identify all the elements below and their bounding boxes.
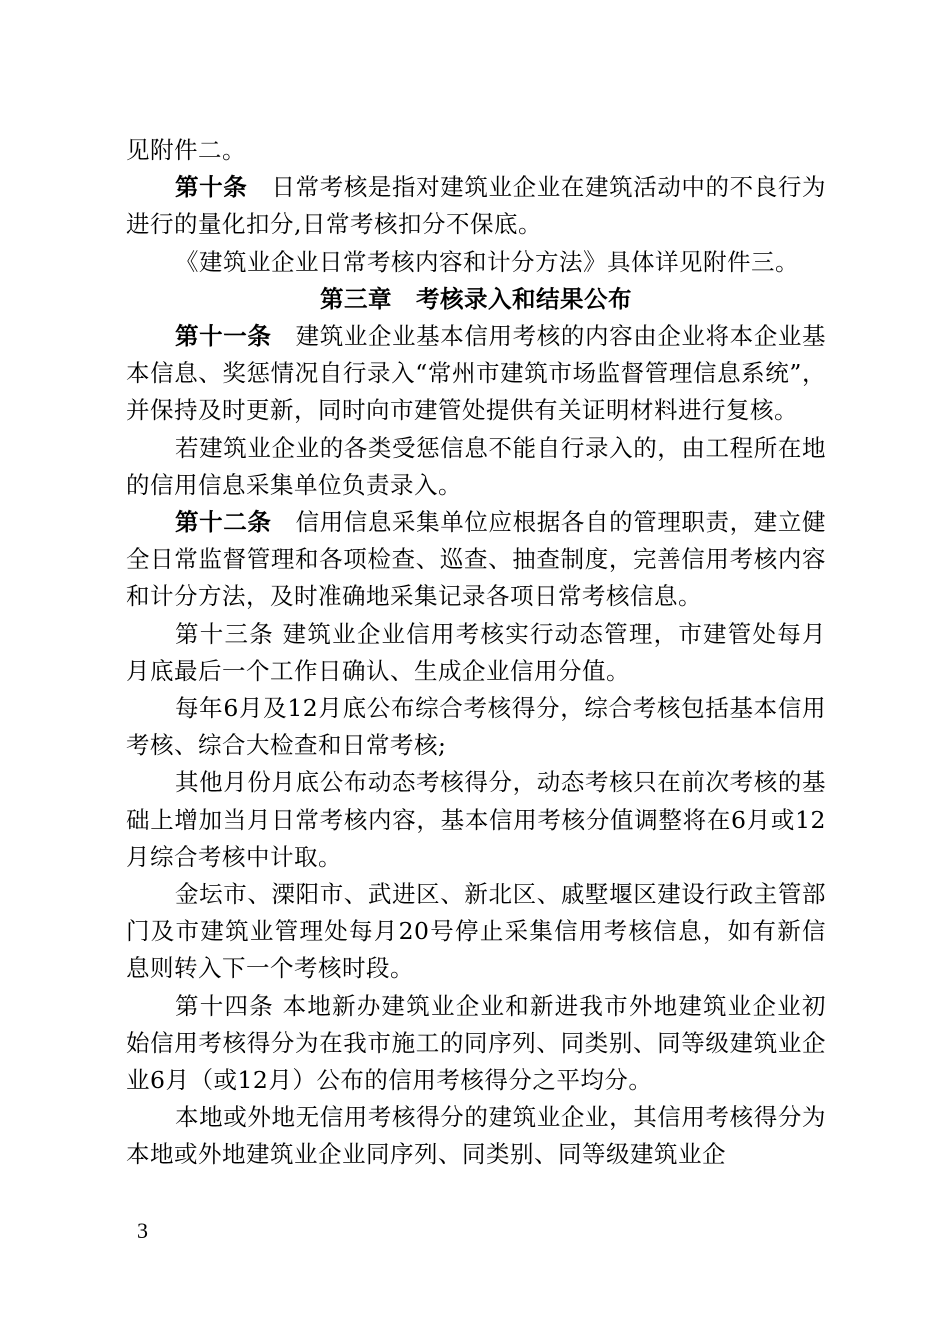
paragraph — [126, 690, 826, 764]
paragraph-text: 本地或外地无信用考核得分的建筑业企业，其信用考核得分为本地或外地建筑业企业同序列、同类别、同等级建筑业企 — [126, 1103, 826, 1169]
paragraph — [126, 764, 826, 876]
paragraph-text: 金坛市、溧阳市、武进区、新北区、戚墅堰区建设行政主管部门及市建筑业管理处每月20号停止采集信用考核信息，如有新信息则转入下一个考核时段。 — [126, 880, 826, 983]
paragraph — [126, 430, 826, 504]
paragraph-text: 第十四条 本地新办建筑业企业和新进我市外地建筑业企业初始信用考核得分为在我市施工的同序列、同类别、同等级建筑业企业6月（或12月）公布的信用考核得分之平均分。 — [126, 991, 826, 1095]
paragraph-text: 每年6月及12月底公布综合考核得分，综合考核包括基本信用考核、综合大检查和日常考核; — [126, 694, 826, 760]
paragraph-text: 建筑业企业基本信用考核的内容由企业将本企业基本信息、奖惩情况自行录入“常州市建筑市场监督管理信息系统”，并保持及时更新，同时向市建管处提供有关证明材料进行复核。 — [126, 322, 827, 425]
chapter-title: 第三章 考核录入和结果公布 — [320, 284, 632, 313]
paragraph-article-12 — [126, 504, 826, 616]
paragraph-text: 其他月份月底公布动态考核得分，动态考核只在前次考核的基础上增加当月日常考核内容，基本信用考核分值调整将在6月或12月综合考核中计取。 — [126, 768, 826, 871]
article-number: 第十一条 — [175, 322, 272, 351]
paragraph-text: 日常考核是指对建筑业企业在建筑活动中的不良行为进行的量化扣分,日常考核扣分不保底。 — [126, 173, 827, 239]
chapter-heading — [126, 281, 826, 318]
paragraph — [126, 132, 826, 169]
page-number: 3 — [137, 1218, 148, 1243]
document-body — [126, 132, 826, 1174]
paragraph-article-11 — [126, 318, 826, 430]
paragraph-article-13 — [126, 616, 826, 690]
paragraph-text: 若建筑业企业的各类受惩信息不能自行录入的，由工程所在地的信用信息采集单位负责录入。 — [126, 433, 826, 499]
paragraph-text: 信用信息采集单位应根据各自的管理职责，建立健全日常监督管理和各项检查、巡查、抽查制度，完善信用考核内容和计分方法，及时准确地采集记录各项日常考核信息。 — [126, 508, 827, 611]
paragraph-article-14 — [126, 988, 826, 1100]
paragraph-article-10 — [126, 169, 826, 243]
paragraph-text: 《建筑业企业日常考核内容和计分方法》具体详见附件三。 — [175, 247, 799, 276]
article-number: 第十二条 — [175, 508, 272, 537]
paragraph — [126, 876, 826, 988]
paragraph — [126, 244, 826, 281]
paragraph — [126, 1099, 826, 1173]
paragraph-text: 见附件二。 — [126, 136, 246, 164]
paragraph-text: 第十三条 建筑业企业信用考核实行动态管理，市建管处每月月底最后一个工作日确认、生成企业信用分值。 — [126, 619, 826, 685]
article-number: 第十条 — [175, 173, 248, 202]
